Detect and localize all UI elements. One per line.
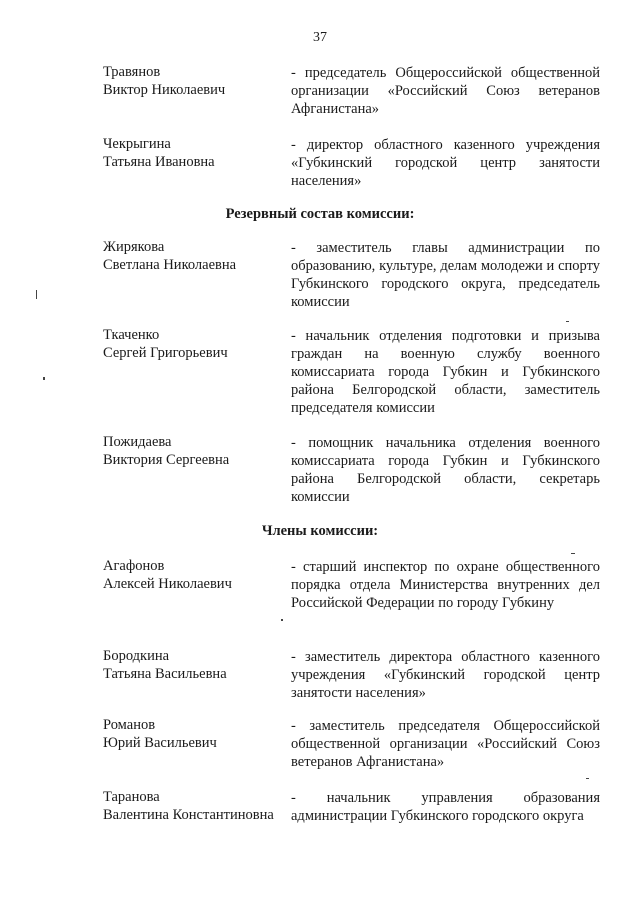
person-surname: Жирякова (103, 239, 165, 255)
person-role: - заместитель главы администрации по образованию, культуре, делам молодежи и спорту Губкинского городского округа, председатель комиссии (291, 240, 600, 310)
person-name (103, 789, 285, 824)
person-name (103, 64, 285, 99)
person-given-names: Светлана Николаевна (103, 256, 237, 273)
person-given-names: Татьяна Васильевна (103, 665, 227, 682)
person-surname: Чекрыгина (103, 136, 171, 152)
person-surname: Романов (103, 717, 156, 733)
person-role: - заместитель директора областного казенного учреждения «Губкинский городской центр занятости населения» (291, 649, 600, 701)
scan-mark (281, 619, 283, 621)
person-role: - помощник начальника отделения военного комиссариата города Губкин и Губкинского района Белгородской области, секретарь комиссии (291, 435, 600, 505)
person-role: - председатель Общероссийской общественной организации «Российский Союз ветеранов Афганистана» (291, 65, 600, 117)
members-section-heading: Члены комиссии: (261, 523, 379, 539)
person-name (103, 648, 285, 683)
person-name (103, 717, 285, 752)
person-role: - старший инспектор по охране общественного порядка отдела Министерства внутренних дел Российской Федерации по городу Губкину (291, 559, 600, 611)
person-given-names: Юрий Васильевич (103, 734, 217, 751)
person-given-names: Алексей Николаевич (103, 575, 232, 592)
person-role: - заместитель председателя Общероссийской общественной организации «Российский Союз ветеранов Афганистана» (291, 718, 600, 770)
scan-mark (586, 778, 589, 779)
person-surname: Ткаченко (103, 327, 160, 343)
person-surname: Бородкина (103, 648, 170, 664)
person-name (103, 136, 285, 171)
person-given-names: Виктор Николаевич (103, 81, 226, 98)
person-given-names: Сергей Григорьевич (103, 344, 228, 361)
reserve-section-heading: Резервный состав комиссии: (225, 206, 415, 222)
page-number: 37 (313, 30, 327, 45)
person-role: - директор областного казенного учреждения «Губкинский городской центр занятости населения» (291, 137, 600, 189)
scan-mark (36, 290, 37, 299)
person-role: - начальник управления образования администрации Губкинского городского округа (291, 790, 600, 824)
scan-mark (566, 321, 569, 322)
person-name (103, 434, 285, 469)
person-surname: Пожидаева (103, 434, 172, 450)
person-given-names: Валентина Константиновна (103, 806, 274, 823)
person-given-names: Татьяна Ивановна (103, 153, 215, 170)
person-surname: Агафонов (103, 558, 165, 574)
scan-mark (43, 377, 45, 380)
person-name (103, 239, 285, 274)
person-name (103, 327, 285, 362)
person-role: - начальник отделения подготовки и призыва граждан на военную службу военного комиссариата города Губкин и Губкинского района Белгородской области, заместитель председателя комиссии (291, 328, 600, 416)
person-name (103, 558, 285, 593)
person-surname: Травянов (103, 64, 161, 80)
person-given-names: Виктория Сергеевна (103, 451, 230, 468)
scan-mark (571, 553, 575, 554)
person-surname: Таранова (103, 789, 160, 805)
